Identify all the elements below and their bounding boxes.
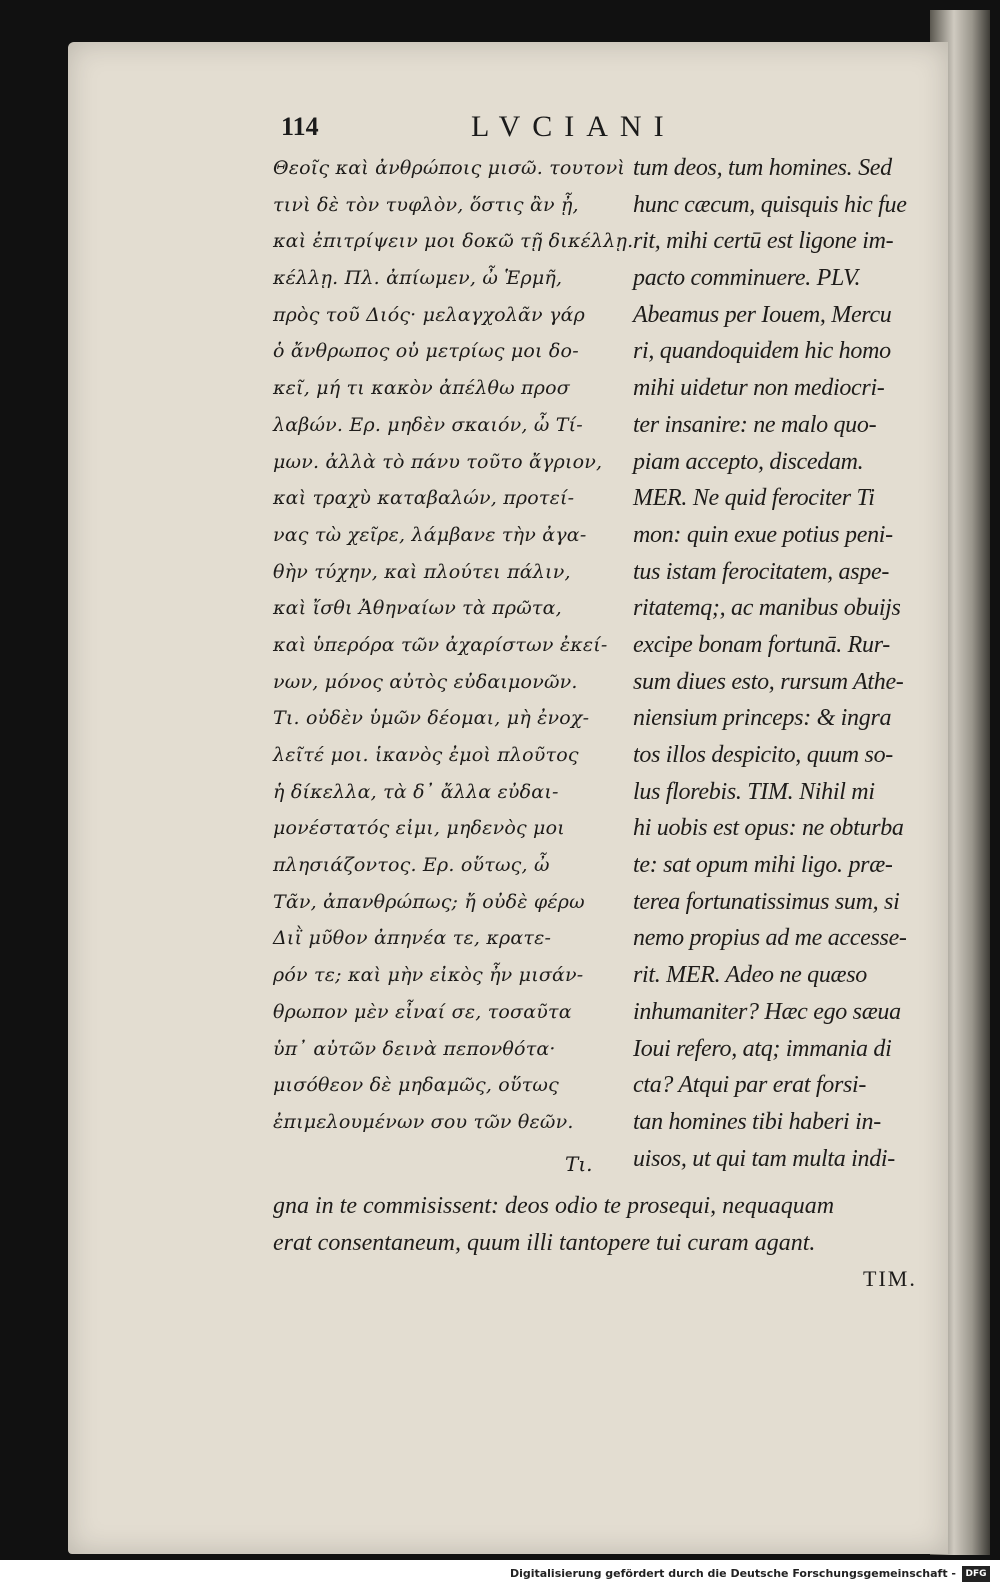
text-line: καὶ ἐπιτρίψειν μοι δοκῶ τῇ δικέλλῃ. xyxy=(273,230,634,253)
text-line: terea fortunatissimus sum, si xyxy=(633,888,900,915)
text-line: piam accepto, discedam. xyxy=(633,448,864,475)
text-line: uisos, ut qui tam multa indi- xyxy=(633,1145,895,1172)
text-line: niensium princeps: & ingra xyxy=(633,705,892,732)
text-line: mon: quin exue potius peni- xyxy=(633,521,893,548)
footer-credit: Digitalisierung gefördert durch die Deutsche Forschungsgemeinschaft - xyxy=(509,1567,956,1580)
text-line: καὶ ὑπερόρα τῶν ἀχαρίστων ἐκεί- xyxy=(273,633,608,656)
book-page xyxy=(68,42,948,1554)
text-line: mihi uidetur non mediocri- xyxy=(633,375,885,402)
text-line: Ioui refero, atq; immania di xyxy=(633,1035,892,1062)
latin-text-column xyxy=(633,150,963,1177)
text-line: θὴν τύχην, καὶ πλούτει πάλιν, xyxy=(273,560,571,583)
text-line: rit. MER. Adeo ne quæso xyxy=(633,962,867,989)
catchword: TIM. xyxy=(863,1266,917,1291)
text-line: erat consentaneum, quum illi tantopere tui curam agant. xyxy=(273,1229,816,1256)
text-line: ri, quandoquidem hic homo xyxy=(633,338,891,365)
text-line: ritatemq;, ac manibus obuijs xyxy=(633,595,901,622)
text-line: ρόν τε; καὶ μὴν εἰκὸς ἦν μισάν- xyxy=(273,964,584,987)
text-line: μων. ἀλλὰ τὸ πάνυ τοῦτο ἄγριον, xyxy=(273,450,603,473)
text-line: rit, mihi certū est ligone im- xyxy=(633,228,894,255)
footer-bar xyxy=(0,1560,1000,1590)
text-line: cta? Atqui par erat forsi- xyxy=(633,1072,867,1099)
text-line: ἡ δίκελλα, τὰ δ᾽ ἄλλα εὐδαι- xyxy=(273,780,559,803)
text-line: pacto comminuere. PLV. xyxy=(633,265,861,292)
text-line: Τι. οὐδὲν ὑμῶν δέομαι, μὴ ἐνοχ- xyxy=(273,707,590,730)
text-line: θρωπον μὲν εἶναί σε, τοσαῦτα xyxy=(273,1000,572,1023)
text-line: Abeamus per Iouem, Mercu xyxy=(633,301,892,328)
text-line: tus istam ferocitatem, aspe- xyxy=(633,558,890,585)
text-line: Θεοῖς καὶ ἀνθρώποις μισῶ. τουτονὶ xyxy=(273,157,626,179)
text-line: ἐπιμελουμένων σου τῶν θεῶν. xyxy=(273,1110,574,1133)
dfg-logo-icon: DFG xyxy=(962,1566,990,1582)
page-number: 114 xyxy=(281,112,319,141)
full-width-text xyxy=(273,1188,1000,1261)
text-line: καὶ ἴσθι Ἀθηναίων τὰ πρῶτα, xyxy=(273,597,562,620)
greek-text-column xyxy=(273,150,673,1141)
page-header xyxy=(281,112,881,152)
text-line: tum deos, tum homines. Sed xyxy=(633,155,892,181)
text-line: μισόθεον δὲ μηδαμῶς, οὕτως xyxy=(273,1074,559,1097)
text-line: nemo propius ad me accesse- xyxy=(633,925,907,952)
text-line: λεῖτέ μοι. ἱκανὸς ἐμοὶ πλοῦτος xyxy=(273,744,579,766)
text-line: μονέστατός εἰμι, μηδενὸς μοι xyxy=(273,817,565,840)
text-line: hi uobis est opus: ne obturba xyxy=(633,815,904,842)
text-line: καὶ τραχὺ καταβαλών, προτεί- xyxy=(273,487,575,510)
running-head: LVCIANI xyxy=(471,110,676,143)
text-line: νων, μόνος αὐτὸς εὐδαιμονῶν. xyxy=(273,670,578,693)
text-line: tos illos despicito, quum so- xyxy=(633,742,893,768)
text-line: ὑπ᾽ αὐτῶν δεινὰ πεπονθότα· xyxy=(273,1037,556,1060)
text-line: ter insanire: ne malo quo- xyxy=(633,411,877,438)
text-line: κεῖ, μή τι κακὸν ἀπέλθω προσ xyxy=(273,377,570,400)
text-line: τινὶ δὲ τὸν τυφλὸν, ὅστις ἂν ᾖ, xyxy=(273,193,579,216)
text-line: Διῒ μῦθον ἀπηνέα τε, κρατε- xyxy=(273,927,552,950)
text-line: πλησιάζοντος. Ερ. οὕτως, ὦ xyxy=(273,854,550,877)
text-line: MER. Ne quid ferociter Ti xyxy=(633,485,875,512)
text-line: λαβών. Ερ. μηδὲν σκαιόν, ὦ Τί- xyxy=(273,413,583,436)
text-line: κέλλῃ. Πλ. ἀπίωμεν, ὦ Ἑρμῆ, xyxy=(273,267,563,290)
text-line: te: sat opum mihi ligo. præ- xyxy=(633,852,893,879)
text-line: πρὸς τοῦ Διός· μελαγχολᾶν γάρ xyxy=(273,303,585,326)
text-line: sum diues esto, rursum Athe- xyxy=(633,668,904,695)
text-line: ὁ ἄνθρωπος οὐ μετρίως μοι δο- xyxy=(273,340,579,363)
text-line: hunc cæcum, quisquis hic fue xyxy=(633,191,907,218)
text-line: tan homines tibi haberi in- xyxy=(633,1108,881,1135)
text-line: gna in te commisissent: deos odio te prosequi, nequaquam xyxy=(273,1193,835,1219)
text-line: lus florebis. TIM. Nihil mi xyxy=(633,778,875,805)
text-line: excipe bonam fortunā. Rur- xyxy=(633,631,890,658)
greek-speaker-catchword: Τι. xyxy=(565,1152,593,1176)
text-line: Τᾶν, ἀπανθρώπως; ἤ οὐδὲ φέρω xyxy=(273,890,585,913)
text-line: νας τὼ χεῖρε, λάμβανε τὴν ἀγα- xyxy=(273,523,587,546)
text-line: inhumaniter? Hæc ego sæua xyxy=(633,998,901,1025)
